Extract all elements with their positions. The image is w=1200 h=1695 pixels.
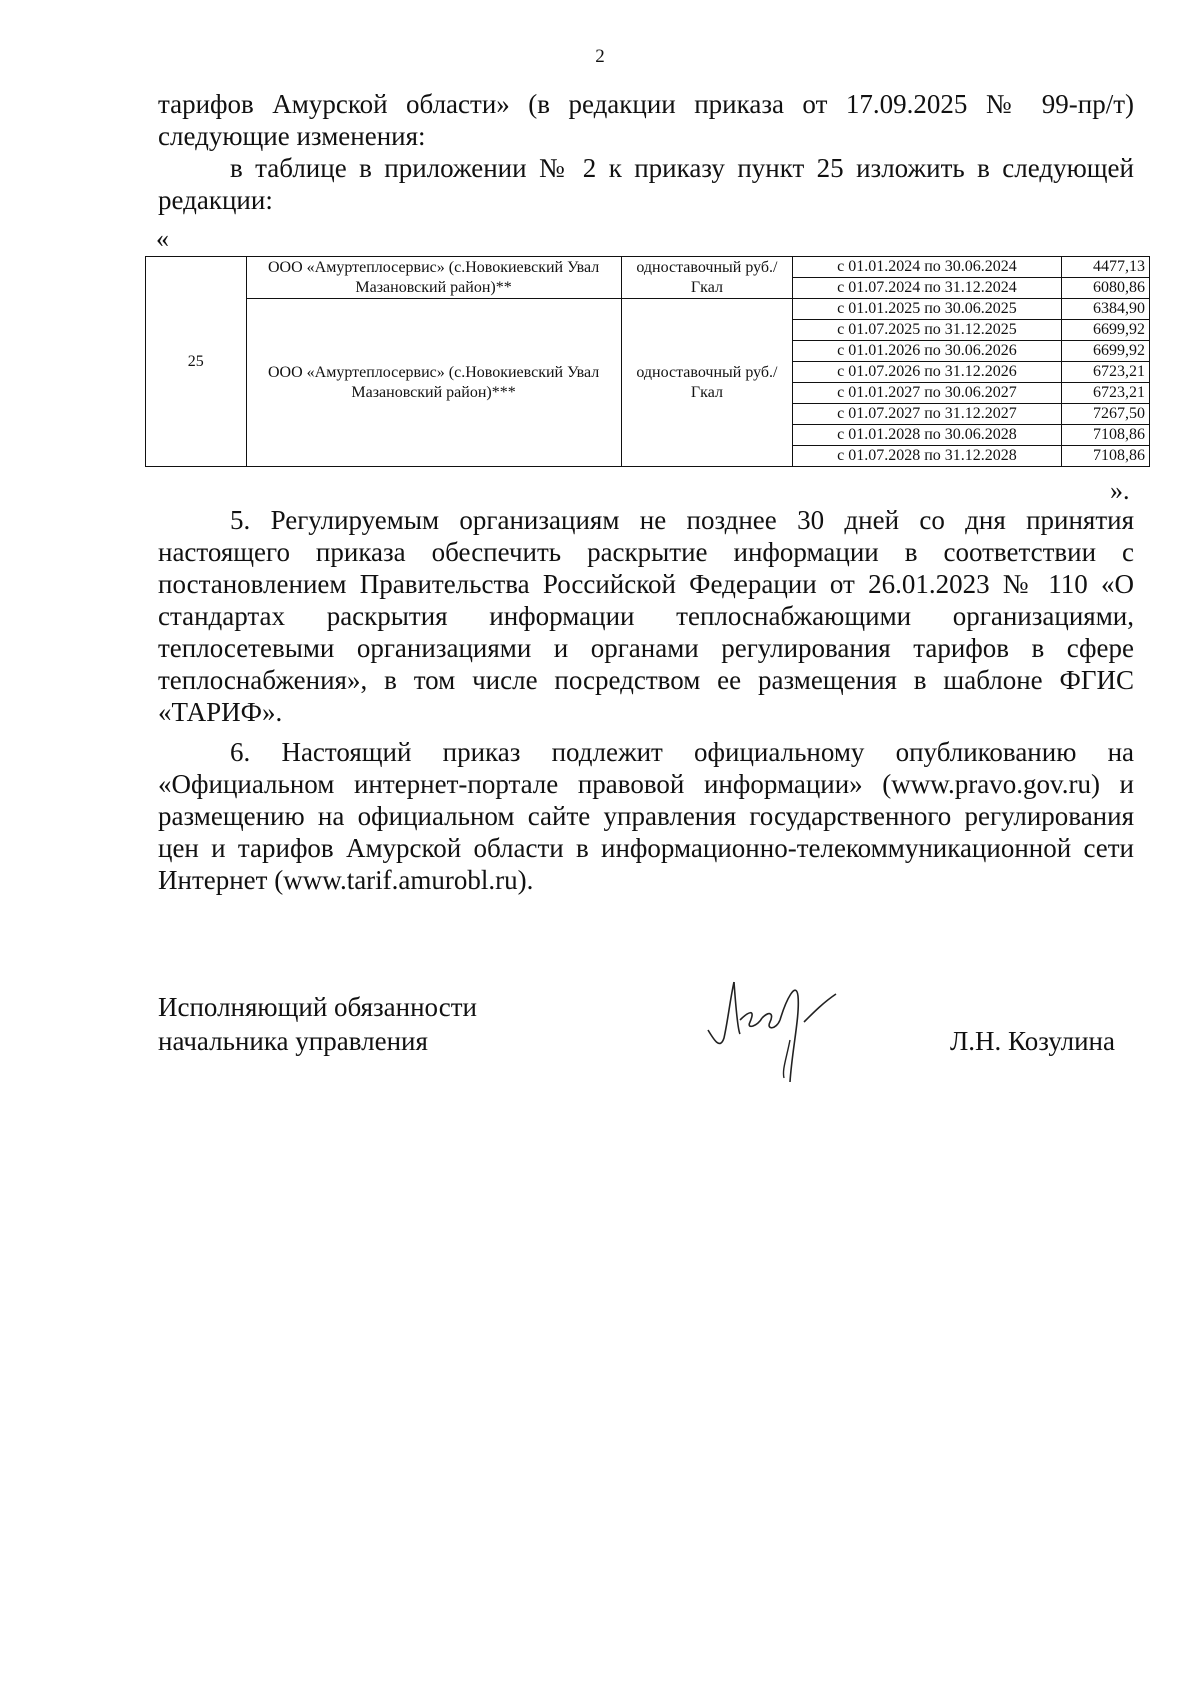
value-cell: 7108,86 <box>1061 446 1149 467</box>
period-cell: с 01.07.2027 по 31.12.2027 <box>793 404 1061 425</box>
organization-cell: ООО «Амуртеплосервис» (с.Новокиевский Увал Мазановский район)*** <box>246 299 621 467</box>
period-cell: с 01.01.2024 по 30.06.2024 <box>793 257 1061 278</box>
tariff-table <box>145 256 1150 467</box>
item-number: 25 <box>146 257 247 467</box>
paragraph-6: 6. Настоящий приказ подлежит официальному опубликованию на «Официальном интернет-портале правовой информации» (www.pravo.gov.ru) и размещению на официальном сайте управления государственного регулирования цен и тарифов Амурской области в информационно-телекоммуникационной сети Интернет (www.tarif.amurobl.ru). <box>158 737 1134 895</box>
signatory-title-line-2: начальника управления <box>158 1026 428 1056</box>
period-cell: с 01.07.2026 по 31.12.2026 <box>793 362 1061 383</box>
value-cell: 6723,21 <box>1061 362 1149 383</box>
value-cell: 6723,21 <box>1061 383 1149 404</box>
intro-line-1: тарифов Амурской области» (в редакции приказа от 17.09.2025 № 99-пр/т) следующие изменения: <box>158 89 1134 151</box>
value-cell: 7267,50 <box>1061 404 1149 425</box>
intro-line-2: в таблице в приложении № 2 к приказу пункт 25 изложить в следующей редакции: <box>158 153 1134 215</box>
period-cell: с 01.01.2025 по 30.06.2025 <box>793 299 1061 320</box>
value-cell: 6384,90 <box>1061 299 1149 320</box>
quote-open: « <box>156 224 169 253</box>
organization-cell: ООО «Амуртеплосервис» (с.Новокиевский Увал Мазановский район)** <box>246 257 621 299</box>
value-cell: 6699,92 <box>1061 320 1149 341</box>
paragraph-5: 5. Регулируемым организациям не позднее 30 дней со дня принятия настоящего приказа обеспечить раскрытие информации в соответствии с постановлением Правительства Российской Федерации от 26.01.2023 № 110 «О стандартах раскрытия информации теплоснабжающими организациями, теплосетевыми организациями и органами регулирования тарифов в сфере теплоснабжения», в том числе посредством ее размещения в шаблоне ФГИС «ТАРИФ». <box>158 505 1134 727</box>
period-cell: с 01.07.2028 по 31.12.2028 <box>793 446 1061 467</box>
signatory-name: Л.Н. Козулина <box>950 1026 1115 1056</box>
period-cell: с 01.07.2025 по 31.12.2025 <box>793 320 1061 341</box>
table-row <box>146 257 1150 278</box>
period-cell: с 01.07.2024 по 31.12.2024 <box>793 278 1061 299</box>
tariff-type-cell: одноставочный руб./Гкал <box>621 299 793 467</box>
signatory-title <box>158 990 477 1058</box>
tariff-type-cell: одноставочный руб./Гкал <box>621 257 793 299</box>
period-cell: с 01.01.2026 по 30.06.2026 <box>793 341 1061 362</box>
value-cell: 7108,86 <box>1061 425 1149 446</box>
handwritten-signature <box>700 960 860 1090</box>
quote-close: ». <box>1110 476 1130 505</box>
value-cell: 4477,13 <box>1061 257 1149 278</box>
page-number: 2 <box>595 46 605 67</box>
signatory-title-line-1: Исполняющий обязанности <box>158 992 477 1022</box>
value-cell: 6699,92 <box>1061 341 1149 362</box>
period-cell: с 01.01.2028 по 30.06.2028 <box>793 425 1061 446</box>
value-cell: 6080,86 <box>1061 278 1149 299</box>
table-row <box>146 299 1150 320</box>
period-cell: с 01.01.2027 по 30.06.2027 <box>793 383 1061 404</box>
